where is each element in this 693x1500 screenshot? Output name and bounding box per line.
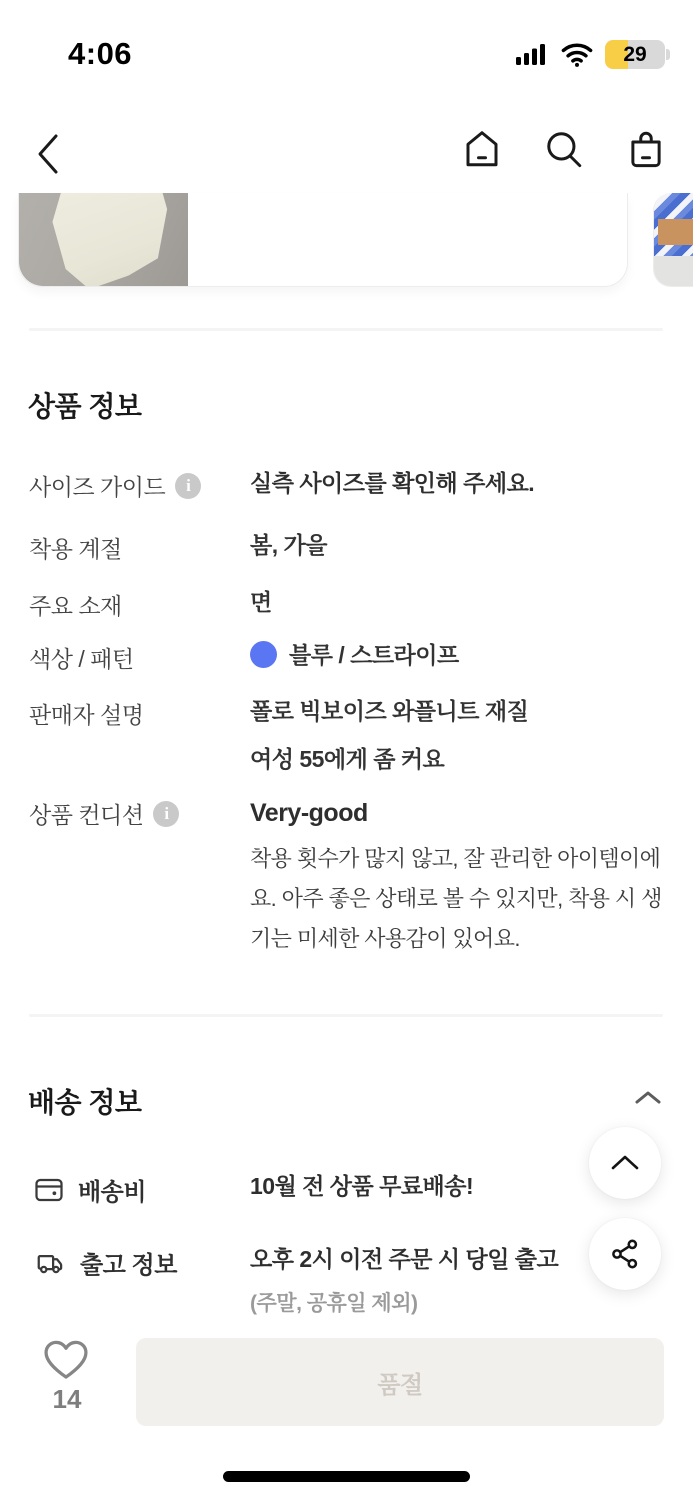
cellular-signal-icon (515, 43, 549, 67)
shipping-fee-row (34, 1172, 665, 1207)
like-count: 14 (52, 1384, 82, 1414)
divider (29, 328, 663, 331)
seller-description-line1: 폴로 빅보이즈 와플니트 재질 (250, 698, 529, 724)
shipping-info-title: 배송 정보 (28, 1087, 142, 1118)
color-pattern-label: 색상 / 패턴 (29, 646, 134, 672)
home-button[interactable] (461, 126, 503, 172)
chevron-left-icon (32, 130, 76, 178)
info-row-size-guide (29, 469, 665, 502)
condition-grade: Very-good (250, 799, 368, 827)
material-label: 주요 소재 (29, 593, 122, 619)
seller-description-label: 판매자 설명 (29, 702, 144, 728)
size-guide-value: 실측 사이즈를 확인해 주세요. (250, 470, 535, 496)
collapse-section-button[interactable] (633, 1088, 663, 1108)
chevron-up-icon (608, 1152, 642, 1174)
status-time: 4:06 (68, 36, 133, 71)
scroll-to-top-button[interactable] (589, 1127, 661, 1199)
size-guide-label: 사이즈 가이드 (29, 474, 166, 500)
home-indicator[interactable] (223, 1471, 470, 1482)
info-icon[interactable]: i (175, 473, 201, 499)
dispatch-info-row (34, 1245, 665, 1317)
dispatch-info-note: (주말, 공휴일 제외) (250, 1291, 418, 1315)
info-row-seller-description (29, 697, 665, 793)
truck-icon (34, 1248, 66, 1278)
like-button[interactable] (40, 1334, 94, 1415)
info-row-color-pattern (29, 641, 665, 674)
color-swatch (250, 641, 277, 668)
home-icon (461, 127, 503, 171)
next-product-card[interactable] (653, 193, 693, 287)
dispatch-info-label: 출고 정보 (80, 1252, 177, 1279)
season-value: 봄, 가을 (250, 532, 327, 558)
product-image-card[interactable] (18, 193, 628, 287)
seller-description-line2: 여성 55에게 좀 커요 (250, 745, 445, 772)
nav-bar (0, 112, 693, 192)
dispatch-info-value: 오후 2시 이전 주문 시 당일 출고 (250, 1246, 559, 1272)
status-bar (0, 0, 693, 100)
shopping-bag-icon (625, 127, 667, 171)
parcel-card-icon (34, 1175, 64, 1205)
chevron-up-icon (633, 1088, 663, 1108)
bottom-action-bar (0, 1330, 693, 1430)
condition-description: 착용 횟수가 많지 않고, 잘 관리한 아이템이에요. 아주 좋은 상태로 볼 수 있지만, 착용 시 생기는 미세한 사용감이 있어요. (250, 846, 662, 951)
image-carousel[interactable] (0, 193, 693, 289)
share-button[interactable] (589, 1218, 661, 1290)
info-icon[interactable]: i (153, 801, 179, 827)
shipping-fee-label: 배송비 (78, 1179, 147, 1206)
battery-percent: 29 (623, 42, 647, 66)
product-info-title: 상품 정보 (28, 391, 142, 422)
battery-indicator (605, 40, 665, 69)
material-value: 면 (250, 589, 272, 615)
search-icon (543, 127, 585, 171)
heart-outline-icon (40, 1334, 94, 1382)
wifi-icon (561, 43, 593, 67)
back-button[interactable] (32, 130, 76, 178)
divider (29, 1014, 663, 1017)
info-row-condition (29, 797, 665, 830)
product-photo (19, 193, 188, 286)
share-icon (610, 1238, 640, 1270)
color-pattern-value: 블루 / 스트라이프 (289, 642, 459, 668)
info-row-season (29, 531, 665, 564)
shipping-fee-value: 10월 전 상품 무료배송! (250, 1173, 474, 1199)
condition-label: 상품 컨디션 (29, 802, 144, 828)
sold-out-button[interactable]: 품절 (136, 1338, 664, 1426)
search-button[interactable] (543, 126, 585, 172)
cart-button[interactable] (625, 126, 667, 172)
season-label: 착용 계절 (29, 536, 122, 562)
info-row-material (29, 588, 665, 621)
